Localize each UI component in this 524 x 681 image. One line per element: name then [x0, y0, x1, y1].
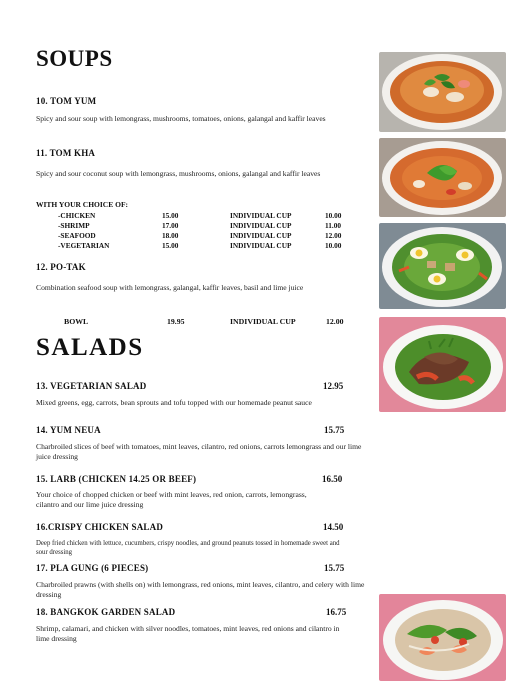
salad-18-title: 18. BANGKOK GARDEN SALAD — [36, 607, 176, 617]
choice-row: -SHRIMP — [58, 221, 90, 230]
salad-18-description: Shrimp, calamari, and chicken with silver noodles, tomatoes, mint leaves, red onions and cilantro in lime dressing — [36, 624, 340, 643]
choice-row-cup-price: 10.00 — [325, 241, 342, 250]
salad-14-price: 15.75 — [324, 425, 345, 435]
salad-16-description: Deep fried chicken with lettuce, cucumbers, crispy noodles, and ground peanuts tossed in homemade sweet and sour dressing — [36, 540, 340, 556]
salad-15-title: 15. LARB (CHICKEN 14.25 OR BEEF) — [36, 474, 197, 484]
choice-row-cup-price: 11.00 — [325, 221, 342, 230]
salad-14-description: Charbroiled slices of beef with tomatoes, mint leaves, cilantro, red onions, carrots lemongrass and our lime juice dressing — [36, 442, 362, 461]
choice-row-cup-price: 12.00 — [325, 231, 342, 240]
salad-15-description: Your choice of chopped chicken or beef with mint leaves, red onion, carrots, lemongrass, cilantro and our lime juice dressing — [36, 490, 307, 509]
vegetarian-salad-photo — [379, 223, 506, 309]
salad-13-description: Mixed greens, egg, carrots, bean sprouts and tofu topped with our homemade peanut sauce — [36, 398, 312, 407]
choice-row-cup-label: INDIVIDUAL CUP — [230, 241, 292, 250]
choice-row-cup-price: 10.00 — [325, 211, 342, 220]
choice-row-price: 18.00 — [162, 231, 179, 240]
salad-17-title: 17. PLA GUNG (6 PIECES) — [36, 563, 149, 573]
choice-row-price: 17.00 — [162, 221, 179, 230]
bowl-label: BOWL — [64, 317, 89, 326]
choice-row-cup-label: INDIVIDUAL CUP — [230, 221, 292, 230]
choice-row-price: 15.00 — [162, 211, 179, 220]
cup-price: 12.00 — [326, 317, 344, 326]
tom-kha-title: 11. TOM KHA — [36, 148, 96, 158]
tom-yum-photo — [379, 52, 506, 132]
salad-15-price: 16.50 — [322, 474, 343, 484]
po-tak-description: Combination seafood soup with lemongrass, galangal, kaffir leaves, basil and lime juice — [36, 283, 304, 292]
salad-18-price: 16.75 — [326, 607, 347, 617]
soups-heading: SOUPS — [36, 46, 113, 71]
choice-row: -VEGETARIAN — [58, 241, 110, 250]
bowl-price: 19.95 — [167, 317, 185, 326]
tom-yum-title: 10. TOM YUM — [36, 96, 97, 106]
choice-row-cup-label: INDIVIDUAL CUP — [230, 231, 292, 240]
salad-13-title: 13. VEGETARIAN SALAD — [36, 381, 147, 391]
tom-kha-photo — [379, 138, 506, 217]
choice-label: WITH YOUR CHOICE OF: — [36, 200, 129, 209]
salads-heading: SALADS — [36, 334, 144, 361]
po-tak-title: 12. PO-TAK — [36, 262, 86, 272]
choice-row: -CHICKEN — [58, 211, 96, 220]
yum-neua-photo — [379, 317, 506, 412]
salad-16-price: 14.50 — [323, 522, 344, 532]
salad-17-price: 15.75 — [324, 563, 345, 573]
choice-row-price: 15.00 — [162, 241, 179, 250]
choice-row: -SEAFOOD — [58, 231, 96, 240]
cup-label: INDIVIDUAL CUP — [230, 317, 296, 326]
salad-13-price: 12.95 — [323, 381, 344, 391]
bangkok-garden-salad-photo — [379, 594, 506, 681]
tom-kha-description: Spicy and sour coconut soup with lemongrass, mushrooms, onions, galangal and kaffir leaves — [36, 169, 321, 178]
salad-17-description: Charbroiled prawns (with shells on) with lemongrass, red onions, mint leaves, cilantro, and celery with lime dressing — [36, 580, 365, 599]
salad-16-title: 16.CRISPY CHICKEN SALAD — [36, 522, 164, 532]
tom-yum-description: Spicy and sour soup with lemongrass, mushrooms, tomatoes, onions, galangal and kaffir leaves — [36, 114, 326, 123]
salad-14-title: 14. YUM NEUA — [36, 425, 101, 435]
choice-row-cup-label: INDIVIDUAL CUP — [230, 211, 292, 220]
